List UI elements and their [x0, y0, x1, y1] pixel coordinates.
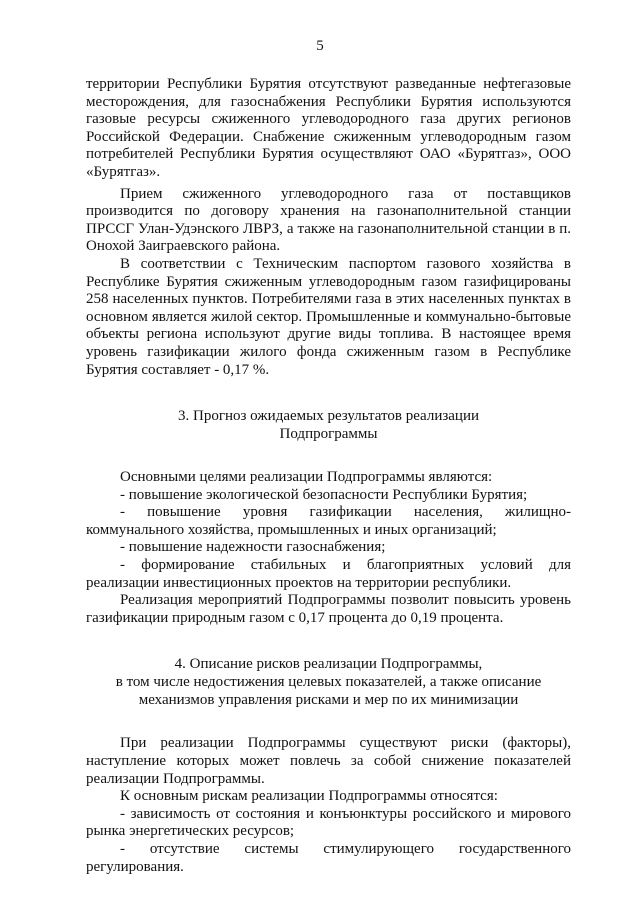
section-3-conclusion: Реализация мероприятий Подпрограммы позволит повысить уровень газификации природным газом с 0,17 процента до 0,19 процента.	[86, 592, 571, 626]
section-4-heading-line-2: в том числе недостижения целевых показателей, а также описание	[115, 674, 542, 691]
section-3-intro: Основными целями реализации Подпрограммы являются:	[120, 469, 493, 486]
section-3-heading-line-2: Подпрограммы	[279, 426, 378, 443]
page-content	[86, 76, 571, 876]
page-number: 5	[316, 38, 324, 54]
risk-item: - зависимость от состояния и конъюнктуры российского и мирового рынка энергетических ресурсов;	[86, 805, 571, 840]
section-4-heading-line-1: 4. Описание рисков реализации Подпрограммы,	[174, 656, 483, 673]
section-4-heading-line-3: механизмов управления рисками и мер по их минимизации	[138, 692, 519, 709]
section-4-paragraph-1: При реализации Подпрограммы существуют риски (факторы), наступление которых может повлечь за собой снижение показателей реализации Подпрограммы.	[86, 735, 571, 787]
goal-item: - повышение надежности газоснабжения;	[120, 539, 386, 556]
goal-item: - формирование стабильных и благоприятных условий для реализации инвестиционных проектов на территории республики.	[86, 557, 571, 591]
goal-item: - повышение экологической безопасности Республики Бурятия;	[120, 486, 528, 503]
section-3-heading	[86, 407, 571, 443]
section-4-paragraph-2: К основным рискам реализации Подпрограммы относятся:	[120, 788, 498, 805]
intro-paragraph-2: Прием сжиженного углеводородного газа от поставщиков производится по договору хранения на газонаполнительной станции ПРССГ Улан-Удэнского ЛВРЗ, а также на газонаполнительной станции в п. Онохой Заиграевского района.	[86, 185, 571, 255]
goal-item: - повышение уровня газификации населения, жилищно-коммунального хозяйства, промышленных и иных организаций;	[86, 504, 571, 538]
intro-paragraph-3: В соответствии с Техническим паспортом газового хозяйства в Республике Бурятия сжиженным углеводородным газом газифицированы 258 населенных пунктов. Потребителями газа в этих населенных пунктах в основном является жилой сектор. Промышленные и коммунально-бытовые объекты региона используют другие виды топлива. В настоящее время уровень газификации жилого фонда сжиженным газом в Республике Бурятия составляет - 0,17 %.	[86, 255, 571, 378]
intro-paragraph-1: территории Республики Бурятия отсутствуют разведанные нефтегазовые месторождения, для газоснабжения Республики Бурятия используются газовые ресурсы сжиженного углеводородного газа других регионов Российской Федерации. Снабжение сжиженным углеводородным газом потребителей Республики Бурятия осуществляют ОАО «Бурятгаз», ООО «Бурятгаз».	[86, 76, 571, 180]
risk-item: - отсутствие системы стимулирующего государственного регулирования.	[86, 841, 571, 875]
section-3-heading-line-1: 3. Прогноз ожидаемых результатов реализации	[177, 408, 480, 425]
section-4-heading	[86, 655, 571, 709]
